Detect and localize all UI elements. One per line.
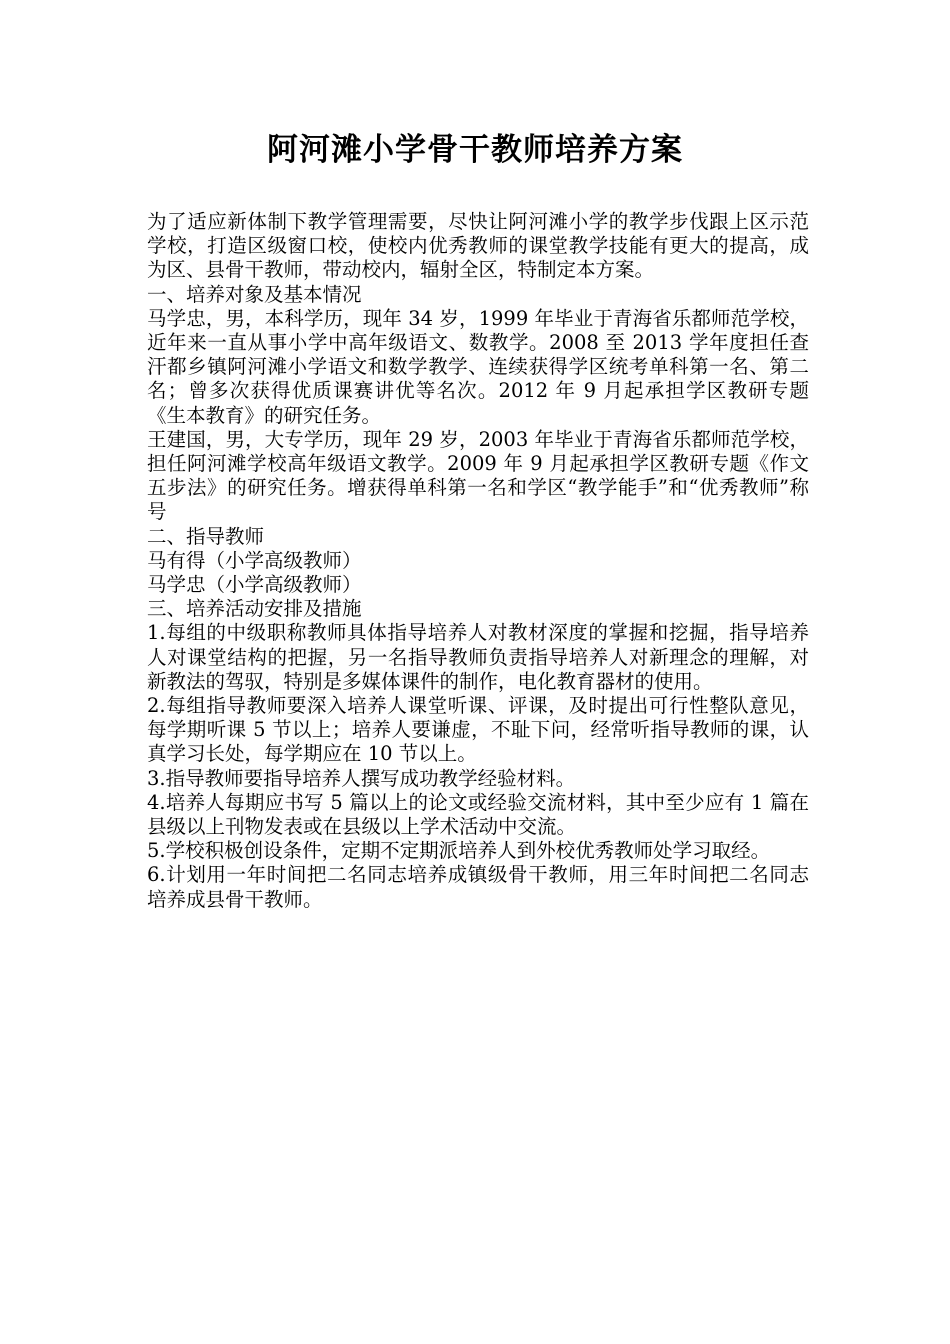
measure-item: 5.学校积极创设条件，定期不定期派培养人到外校优秀教师处学习取经。 xyxy=(147,839,771,863)
document-body xyxy=(147,210,809,912)
section-heading-measures: 三、培养活动安排及措施 xyxy=(147,597,362,621)
measure-item: 3.指导教师要指导培养人撰写成功教学经验材料。 xyxy=(147,766,576,790)
mentor-item: 马有得（小学高级教师） xyxy=(147,548,362,572)
profile-wang-jianguo: 王建国，男，大专学历，现年 29 岁，2003 年毕业于青海省乐都师范学校，担任阿河滩学校高年级语文教学。2009 年 9 月起承担学区教研专题《作文五步法》的研究任务。增获得单科第一名和学区“教学能手”和“优秀教师”称号 xyxy=(147,427,809,524)
measure-item: 2.每组指导教师要深入培养人课堂听课、评课，及时提出可行性整队意见，每学期听课 5 节以上；培养人要谦虚，不耻下问，经常听指导教师的课，认真学习长处，每学期应在 10 节以上。 xyxy=(147,694,809,766)
measure-item: 6.计划用一年时间把二名同志培养成镇级骨干教师，用三年时间把二名同志培养成县骨干教师。 xyxy=(147,863,809,911)
section-heading-training-targets: 一、培养对象及基本情况 xyxy=(147,282,362,306)
intro-paragraph: 为了适应新体制下教学管理需要，尽快让阿河滩小学的教学步伐跟上区示范学校，打造区级窗口校，使校内优秀教师的课堂教学技能有更大的提高，成为区、县骨干教师，带动校内，辐射全区，特制定本方案。 xyxy=(147,210,809,282)
measure-item: 1.每组的中级职称教师具体指导培养人对教材深度的掌握和挖掘，指导培养人对课堂结构的把握，另一名指导教师负责指导培养人对新理念的理解，对新教法的驾驭，特别是多媒体课件的制作，电化教育器材的使用。 xyxy=(147,621,809,693)
document-title: 阿河滩小学骨干教师培养方案 xyxy=(267,132,683,168)
mentor-item: 马学忠（小学高级教师） xyxy=(147,573,362,597)
section-heading-mentors: 二、指导教师 xyxy=(147,524,265,548)
measure-item: 4.培养人每期应书写 5 篇以上的论文或经验交流材料，其中至少应有 1 篇在县级以上刊物发表或在县级以上学术活动中交流。 xyxy=(147,790,809,839)
profile-ma-xuezhong: 马学忠，男，本科学历，现年 34 岁，1999 年毕业于青海省乐都师范学校，近年来一直从事小学中高年级语文、数教学。2008 至 2013 学年度担任查汗都乡镇阿河滩小学语文和数学教学、连续获得学区统考单科第一名、第二名；曾多次获得优质课赛讲优等名次。2012 年 9 月起承担学区教研专题《生本教育》的研究任务。 xyxy=(147,306,809,427)
